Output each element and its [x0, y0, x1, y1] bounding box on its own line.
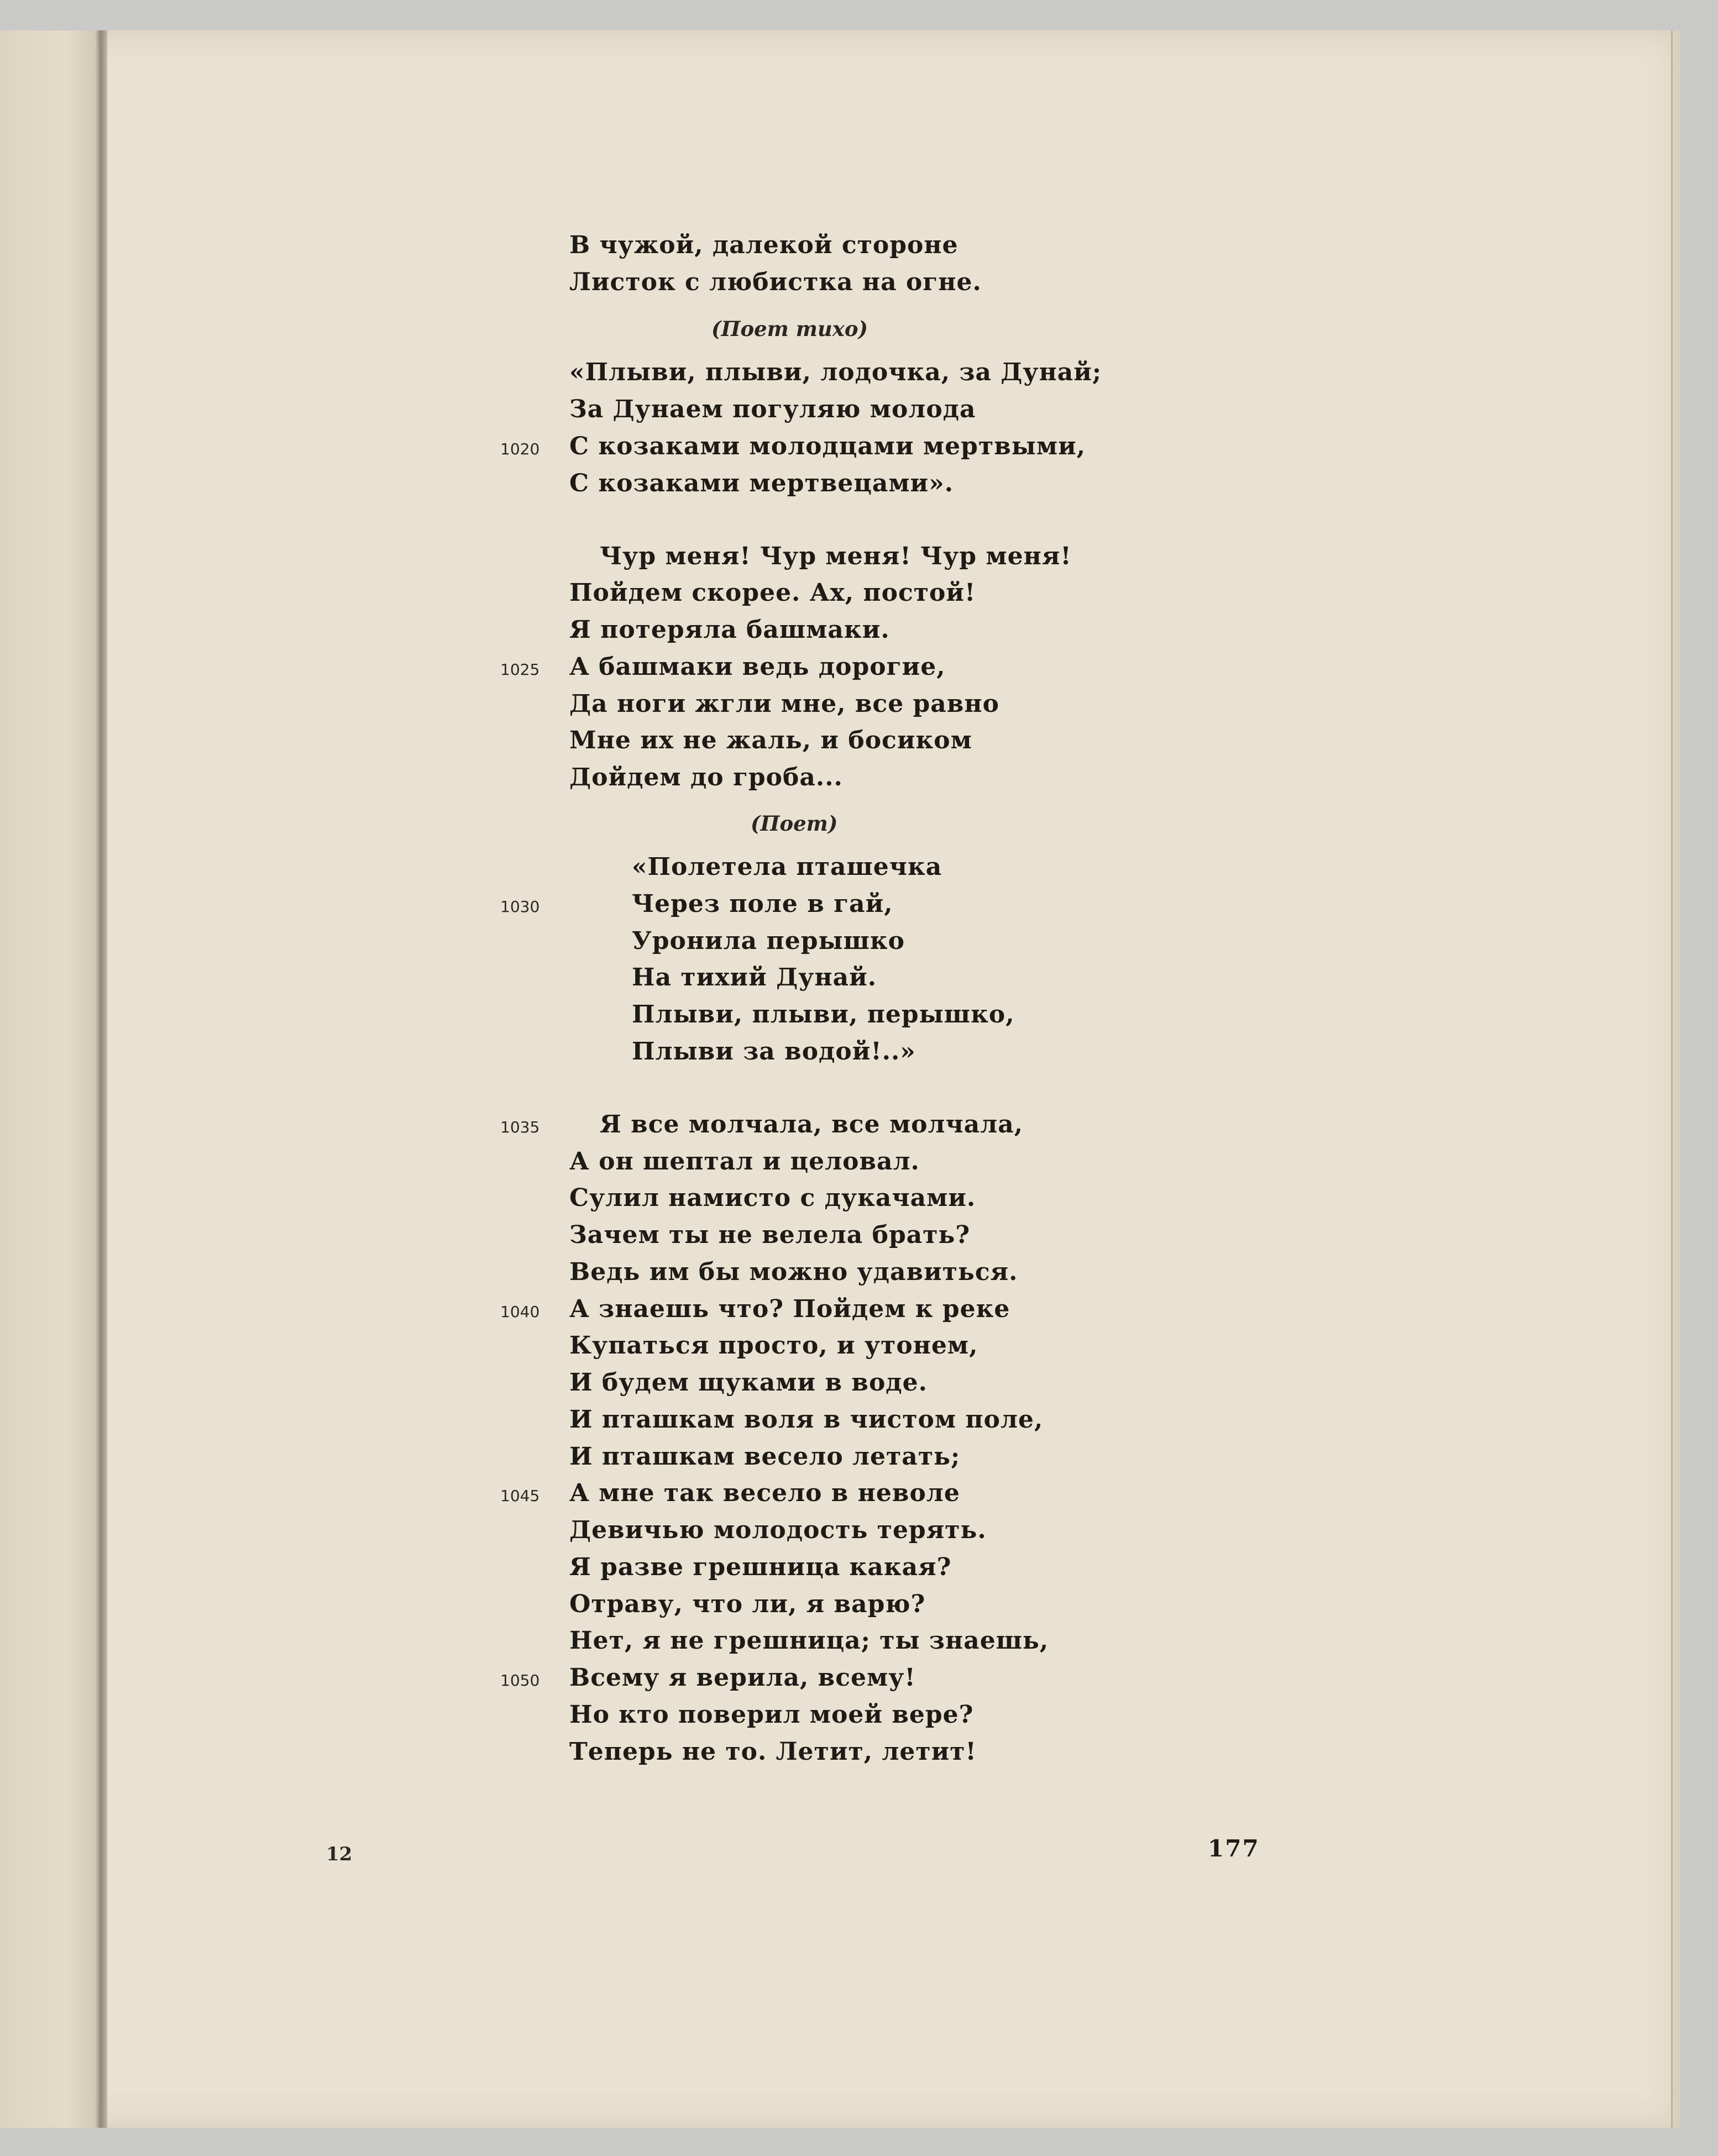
line-number: 1045: [500, 1487, 540, 1505]
poem-line: Я потеряла башмаки.: [569, 616, 890, 644]
poem-line: «Полетела пташечка: [632, 853, 942, 881]
book-page: [0, 30, 1680, 2128]
poem-line: Мне их не жаль, и босиком: [569, 726, 972, 754]
poem-line: Через поле в гай,: [632, 890, 893, 918]
page-edge: [1671, 30, 1680, 2128]
poem-line: Уронила перышко: [632, 927, 905, 955]
poem-line: А он шептал и целовал.: [569, 1147, 920, 1176]
poem-line: Ведь им бы можно удавиться.: [569, 1258, 1018, 1286]
poem-line: На тихий Дунай.: [632, 963, 877, 992]
poem-line: И пташкам воля в чистом поле,: [569, 1405, 1044, 1434]
poem-line: Отраву, что ли, я варю?: [569, 1590, 926, 1618]
poem-line: Плыви, плыви, перышко,: [632, 1000, 1015, 1029]
poem-line: С козаками молодцами мертвыми,: [569, 432, 1086, 460]
poem-line: А башмаки ведь дорогие,: [569, 653, 946, 681]
poem-line: За Дунаем погуляю молода: [569, 395, 976, 423]
stage-direction: (Поет тихо): [711, 317, 868, 341]
poem-line: А знаешь что? Пойдем к реке: [569, 1295, 1010, 1323]
poem-line: Всему я верила, всему!: [569, 1664, 916, 1692]
poem-line: «Плыви, плыви, лодочка, за Дунай;: [569, 358, 1102, 386]
poem-line: В чужой, далекой стороне: [569, 231, 958, 259]
poem-line: Дойдем до гроба...: [569, 763, 843, 791]
poem-line: И будем щуками в воде.: [569, 1368, 928, 1397]
poem-line: Сулил намисто с дукачами.: [569, 1184, 976, 1212]
stage-direction: (Поет): [751, 811, 838, 836]
poem-line: Девичью молодость терять.: [569, 1516, 987, 1544]
poem-line: Я разве грешница какая?: [569, 1553, 952, 1581]
poem-line: И пташкам весело летать;: [569, 1442, 961, 1471]
poem-line: Зачем ты не велела брать?: [569, 1221, 971, 1249]
line-number: 1025: [500, 660, 540, 679]
signature-mark: 12: [326, 1843, 353, 1865]
poem-line: Но кто поверил моей вере?: [569, 1701, 974, 1729]
poem-line: С козаками мертвецами».: [569, 469, 954, 497]
line-number: 1040: [500, 1303, 540, 1321]
poem-line: Да ноги жгли мне, все равно: [569, 690, 999, 718]
poem-line: Купаться просто, и утонем,: [569, 1331, 978, 1360]
line-number: 1020: [500, 440, 540, 458]
poem-line: Плыви за водой!..»: [632, 1037, 916, 1066]
poem-line: Пойдем скорее. Ах, постой!: [569, 579, 976, 607]
poem-line: Я все молчала, все молчала,: [600, 1110, 1024, 1139]
poem-line: Чур меня! Чур меня! Чур меня!: [600, 542, 1072, 570]
poem-line: Теперь не то. Летит, летит!: [569, 1738, 977, 1766]
poem-line: Листок с любистка на огне.: [569, 268, 982, 296]
line-number: 1030: [500, 898, 540, 916]
line-number: 1035: [500, 1118, 540, 1136]
poem-line: А мне так весело в неволе: [569, 1479, 960, 1507]
gutter-shade: [0, 30, 95, 2128]
line-number: 1050: [500, 1671, 540, 1690]
page-number: 177: [1208, 1835, 1260, 1862]
poem-line: Нет, я не грешница; ты знаешь,: [569, 1627, 1049, 1655]
book-spine: [95, 30, 107, 2128]
